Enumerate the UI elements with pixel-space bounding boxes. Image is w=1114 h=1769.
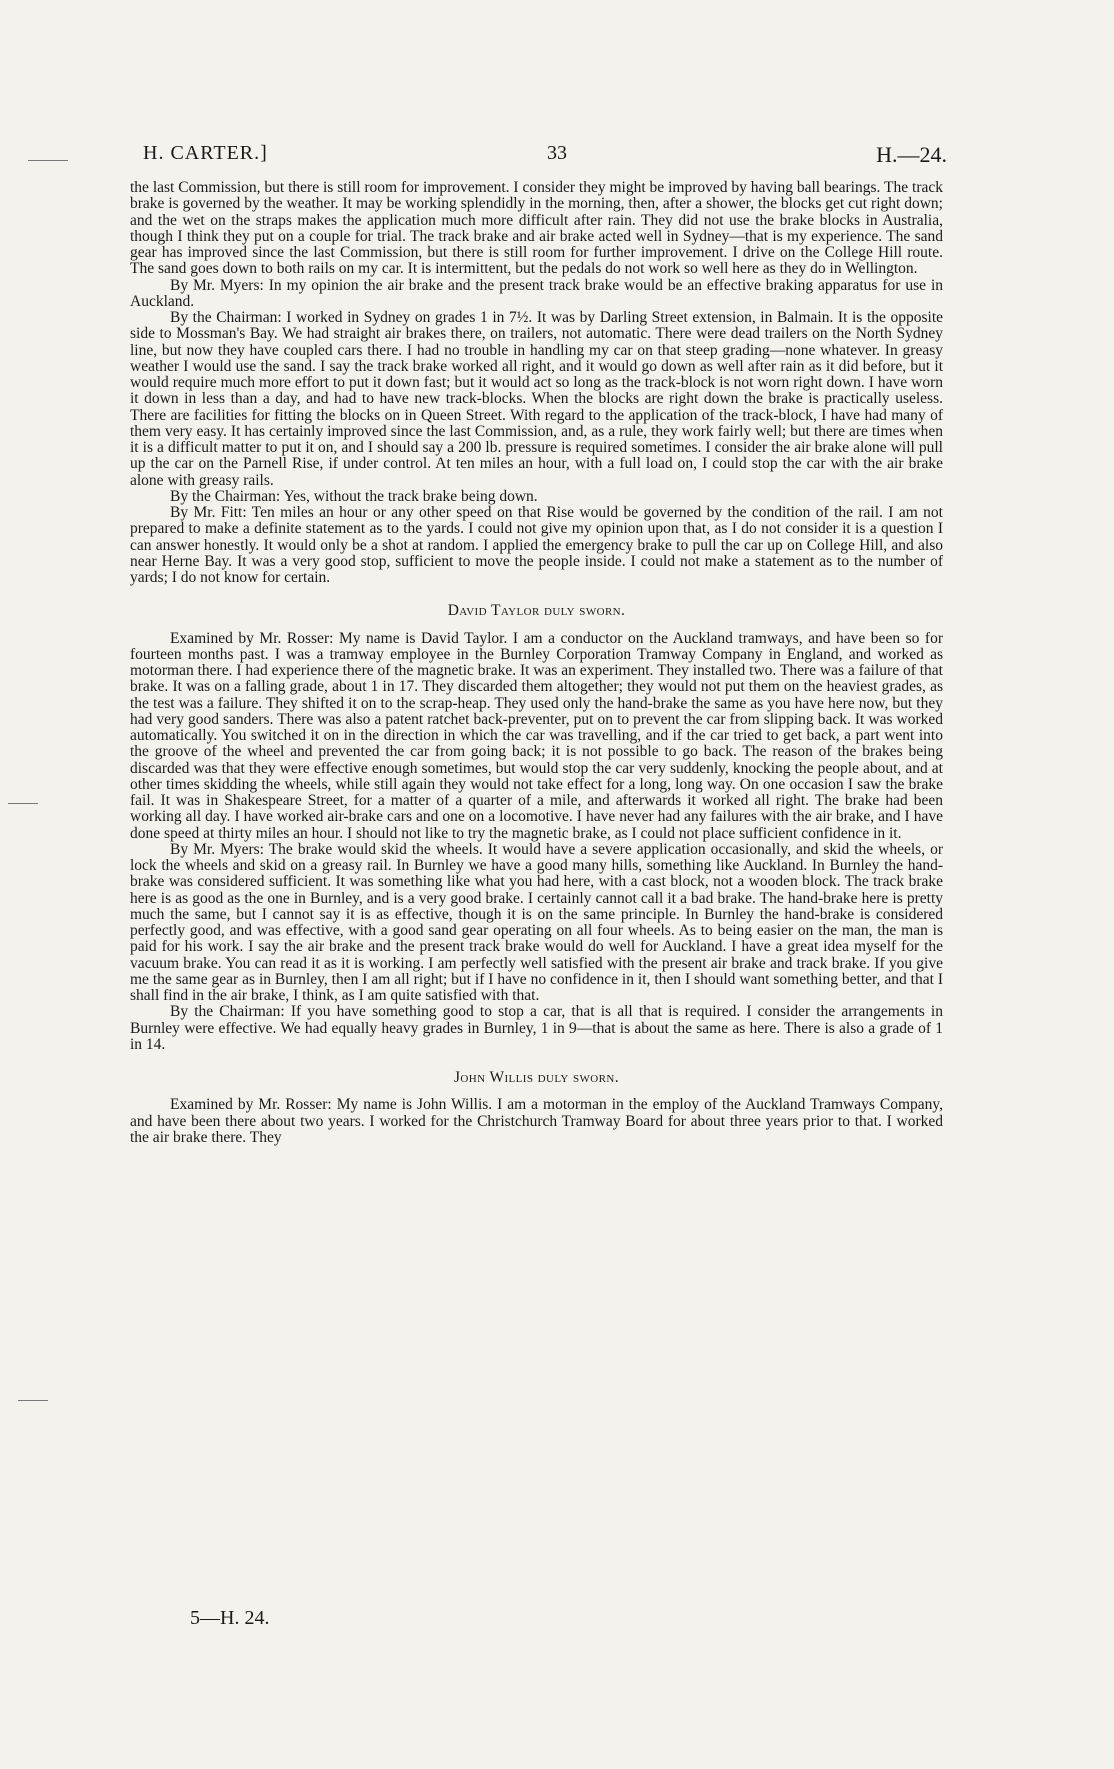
paragraph: the last Commission, but there is still room for improvement. I consider they might be improved by having ball bearings. The track brake is governed by the weather. It may be working splendidly in the morning, then, after a shower, the blocks get cut right down; and the wet on the straps makes the application much more difficult after rain. They did not use the brake blocks in Australia, though I think they put on a couple for trial. The track brake and air brake acted well in Sydney—that is my experience. The sand gear has improved since the last Commission, but there is still room for further improvement. I drive on the College Hill route. The sand goes down to both rails on my car. It is intermittent, but the pedals do not work so well here as they do in Wellington. (130, 179, 943, 278)
paragraph: By Mr. Fitt: Ten miles an hour or any other speed on that Rise would be governed by the condition of the rail. I am not prepared to make a definite statement as to the yards. I could not give my opinion upon that, as I do not consider it is a question I can answer honestly. It would only be a shot at random. I applied the emergency brake to pull the car up on College Hill, and also near Herne Bay. It was a very good stop, sufficient to move the people inside. I could not make a statement as to the number of yards; I do not know for certain. (130, 504, 943, 586)
paragraph: By Mr. Myers: The brake would skid the wheels. It would have a severe application occasionally, and skid the wheels, or lock the wheels and skid on a greasy rail. In Burnley we have a good many hills, something like Auckland. In Burnley the hand-brake was considered sufficient. It was something like what you had here, with a cast block, not a wooden block. The track brake here is as good as the one in Burnley, and is a very good brake. I certainly cannot call it a bad brake. The hand-brake here is pretty much the same, but I cannot say it is as effective, though it is on the same principle. In Burnley the hand-brake is considered perfectly good, and was effective, with a good sand gear operating on all four wheels. As to being easier on the man, the man is paid for his work. I say the air brake and the present track brake would do well for Auckland. I have a great idea myself for the vacuum brake. You can read it as it is working. I am perfectly well satisfied with the present air brake and track brake. If you give me the same gear as in Burnley, then I am all right; but if I have no confidence in it, then I should want something better, and that I shall find in the air brake, I think, as I am quite satisfied with that. (130, 840, 943, 1004)
header-witness-name: H. CARTER.] (143, 142, 268, 164)
paragraph: Examined by Mr. Rosser: My name is David Taylor. I am a conductor on the Auckland tramways, and have been so for fourteen months past. I was a tramway employee in the Burnley Corporation Tramway Company in England, and worked as motorman there. I had experience there of the magnetic brake. It was an experiment. They installed two. There was a failure of that brake. It was on a falling grade, about 1 in 17. They discarded them altogether; they would not put them on the heaviest grades, as the test was a failure. They shifted it on to the scrap-heap. They used only the hand-brake the same as you have here now, but they had very good sanders. There was also a patent ratchet back-preventer, put on to prevent the car from slipping back. It was worked automatically. You switched it on in the direction in which the car was travelling, and if the car tried to get back, a part went into the groove of the wheel and prevented the car from going back; it is not possible to go back. The reason of the brakes being discarded was that they were effective enough sometimes, but would stop the car very suddenly, knocking the people about, and at other times skidding the wheels, while still again they would not take effect for a long, long way. On one occasion I saw the brake fail. It was in Shakespeare Street, for a matter of a quarter of a mile, and afterwards it worked all right. The brake had been working all day. I have worked air-brake cars and one on a locomotive. I have never had any failures with the air brake, and I have done speed at thirty miles an hour. I should not like to try the magnetic brake, as I could not place sufficient confidence in it. (130, 629, 943, 842)
signature-mark: 5—H. 24. (190, 1607, 270, 1629)
paragraph: By the Chairman: Yes, without the track brake being down. (170, 487, 538, 505)
margin-mark (8, 803, 38, 804)
paragraph: By Mr. Myers: In my opinion the air brake and the present track brake would be an effective braking apparatus for use in Auckland. (130, 276, 943, 310)
section-heading: David Taylor duly sworn. (447, 602, 626, 620)
margin-mark (18, 1400, 48, 1401)
page-header (0, 142, 1114, 172)
document-body (130, 180, 943, 1146)
paragraph: By the Chairman: If you have something good to stop a car, that is all that is required. I consider the arrangements in Burnley were effective. We had equally heavy grades in Burnley, 1 in 9—that is about the same as here. There is also a grade of 1 in 14. (130, 1003, 943, 1053)
page-number: 33 (547, 142, 567, 164)
document-reference: H.—24. (876, 142, 947, 167)
paragraph: By the Chairman: I worked in Sydney on grades 1 in 7½. It was by Darling Street extension, in Balmain. It is the opposite side to Mossman's Bay. We had straight air brakes there, on trailers, not automatic. There were dead trailers on the North Sydney line, but now they have coupled cars there. I had no trouble in handling my car on that steep grading—none whatever. In greasy weather I would use the sand. I say the track brake worked all right, and it would go down as well after rain as it did before, but it would require much more effort to put it down fast; but it would act so long as the track-block is not worn right down. I have worn it down in less than a day, and had to have new track-blocks. When the blocks are right down the brake is practically useless. There are facilities for fitting the blocks on in Queen Street. With regard to the application of the track-block, I have had many of them very easy. It has certainly improved since the last Commission, and, as a rule, they work fairly well; but there are times when it is a difficult matter to put it on, and I should say a 200 lb. pressure is required sometimes. I consider the air brake alone will pull up the car on the Parnell Rise, if under control. At ten miles an hour, with a full load on, I could stop the car with the air brake alone with greasy rails. (130, 309, 943, 489)
paragraph: Examined by Mr. Rosser: My name is John Willis. I am a motorman in the employ of the Auckland Tramways Company, and have been there about two years. I worked for the Christchurch Tramway Board for about three years prior to that. I worked the air brake there. They (130, 1096, 943, 1146)
section-heading: John Willis duly sworn. (454, 1069, 619, 1086)
